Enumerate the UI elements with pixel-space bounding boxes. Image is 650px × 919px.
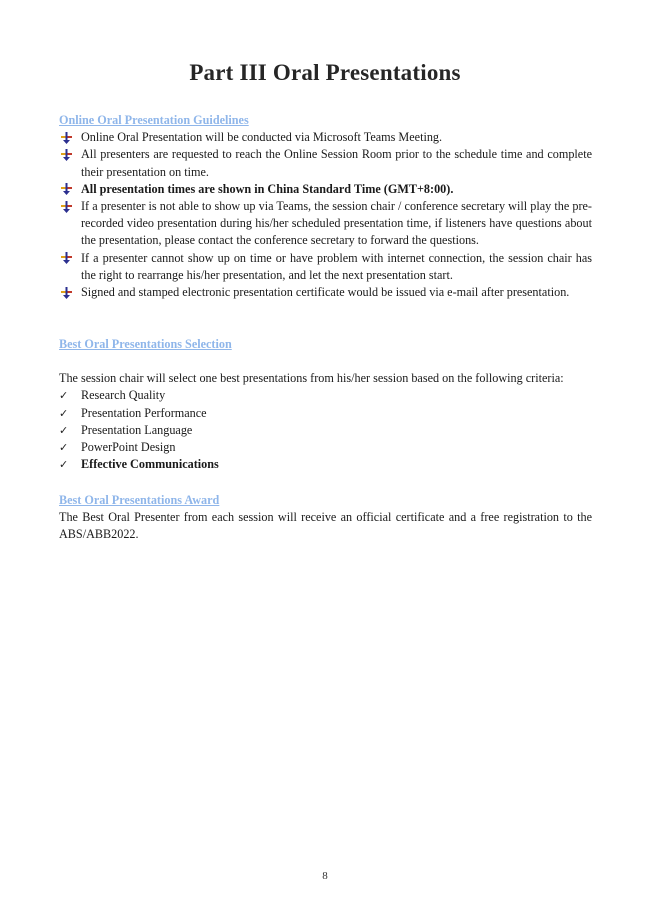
guideline-text: If a presenter cannot show up on time or have problem with internet connection, the session chair has the right to rearrange his/her presentation, and let the next presentation start. [81,250,592,282]
guideline-text: If a presenter is not able to show up via Teams, the session chair / conference secretary will play the pre-recorded video presentation during his/her scheduled presentation time, if listeners have questions about the presentation, please contact the conference secretary to forward the questions. [81,199,592,248]
award-heading[interactable]: Best Oral Presentations Award [59,493,220,507]
selection-section [59,336,592,473]
guideline-text: All presenters are requested to reach the Online Session Room prior to the schedule time and complete their presentation on time. [81,147,592,179]
online-guidelines-section [59,112,592,301]
page-number: 8 [322,870,328,882]
criterion-text: PowerPoint Design [81,440,176,455]
arrow-down-bullet-icon [59,146,73,163]
list-item [59,129,592,146]
criterion-text: Presentation Language [81,422,193,437]
criterion-text: Effective Communications [81,457,219,472]
list-item [59,439,592,456]
list-item [59,181,592,198]
checkmark-icon: ✓ [59,441,69,455]
arrow-down-bullet-icon [59,250,73,267]
arrow-down-bullet-icon [59,181,73,198]
checkmark-icon: ✓ [59,406,69,420]
list-item [59,146,592,180]
selection-heading[interactable]: Best Oral Presentations Selection [59,337,232,351]
list-item [59,405,592,422]
guideline-text: Online Oral Presentation will be conducted via Microsoft Teams Meeting. [81,130,443,145]
list-item [59,422,592,439]
arrow-down-bullet-icon [59,284,73,301]
selection-intro: The session chair will select one best presentations from his/her session based on the following criteria: [59,371,564,386]
checkmark-icon: ✓ [59,389,69,403]
list-item [59,284,592,301]
award-text: The Best Oral Presenter from each session will receive an official certificate and a free registration to the ABS/ABB2022. [59,510,592,542]
arrow-down-bullet-icon [59,198,73,215]
guidelines-list [59,129,592,301]
checkmark-icon: ✓ [59,423,69,437]
list-item [59,198,592,250]
online-guidelines-heading[interactable]: Online Oral Presentation Guidelines [59,113,249,127]
award-section [59,492,592,544]
page-title: Part III Oral Presentations [189,60,461,85]
guideline-text: All presentation times are shown in China Standard Time (GMT+8:00). [81,181,454,196]
guideline-text: Signed and stamped electronic presentation certificate would be issued via e-mail after presentation. [81,285,570,300]
criterion-text: Presentation Performance [81,405,207,420]
arrow-down-bullet-icon [59,129,73,146]
list-item [59,456,592,473]
checkmark-icon: ✓ [59,458,69,472]
criterion-text: Research Quality [81,388,166,403]
criteria-list [59,387,592,473]
list-item [59,387,592,404]
list-item [59,250,592,284]
